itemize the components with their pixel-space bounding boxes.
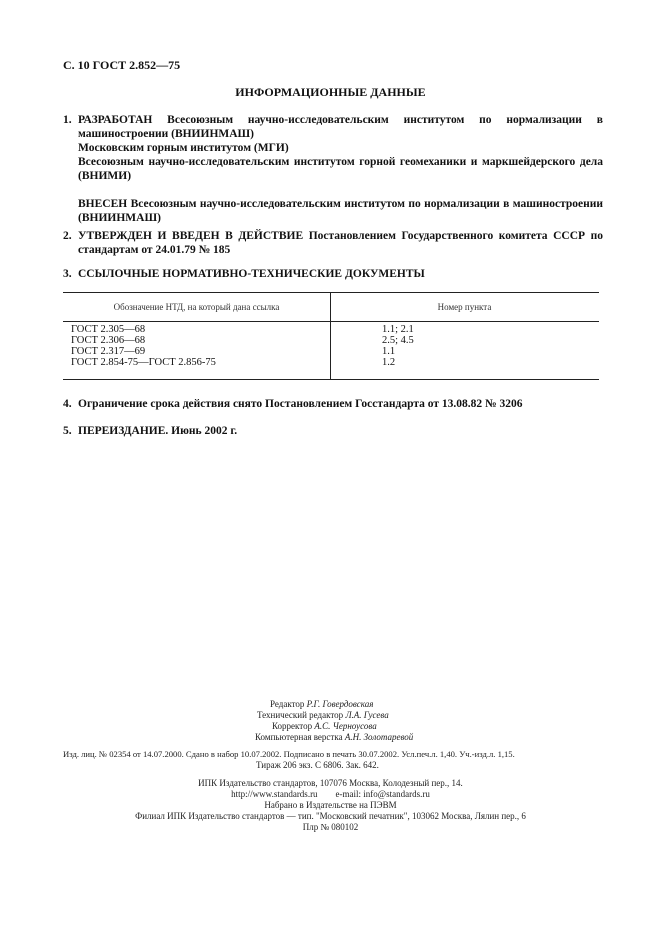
credit-name: Л.А. Гусева bbox=[345, 710, 389, 720]
column-header-document: Обозначение НТД, на который дана ссылка bbox=[113, 302, 280, 312]
introduced-line: ВНЕСЕН Всесоюзным научно-исследовательским институтом по нормализации в машиностроении (ВНИИНМАШ) bbox=[78, 198, 603, 224]
credit-proofreader bbox=[272, 721, 377, 732]
section-number: 3. bbox=[63, 268, 72, 280]
section-5 bbox=[63, 424, 603, 438]
validity-text: Ограничение срока действия снято Постановлением Госстандарта от 13.08.82 № 3206 bbox=[78, 398, 523, 410]
credit-name: А.Н. Золотаревой bbox=[344, 732, 414, 742]
imprint-line-2: Тираж 206 экз. С 6806. Зак. 642. bbox=[256, 760, 379, 770]
approval-text: УТВЕРЖДЕН И ВВЕДЕН В ДЕЙСТВИЕ Постановлением Государственного комитета СССР по стандартам от 24.01.79 № 185 bbox=[78, 230, 603, 256]
credit-layout bbox=[255, 732, 413, 743]
publisher-line-5: Плр № 080102 bbox=[302, 822, 359, 832]
section-1 bbox=[63, 113, 603, 225]
section-4 bbox=[63, 397, 603, 411]
credit-role: Технический редактор bbox=[257, 710, 344, 720]
credit-tech-editor bbox=[257, 710, 389, 721]
clause-cell: 2.5; 4.5 bbox=[382, 335, 414, 346]
section-number: 5. bbox=[63, 425, 72, 437]
page-header: С. 10 ГОСТ 2.852—75 bbox=[63, 58, 181, 72]
developer-line-2: Московским горным институтом (МГИ) bbox=[78, 142, 289, 154]
column-header-clause: Номер пункта bbox=[437, 302, 492, 312]
credit-role: Корректор bbox=[272, 721, 313, 731]
clause-cell: 1.1 bbox=[382, 346, 396, 357]
clause-cell: 1.1; 2.1 bbox=[382, 324, 414, 335]
section-number: 2. bbox=[63, 230, 72, 242]
document-cell: ГОСТ 2.854-75—ГОСТ 2.856-75 bbox=[71, 357, 216, 368]
credit-role: Компьютерная верстка bbox=[255, 732, 343, 742]
credit-role: Редактор bbox=[270, 699, 305, 709]
table-row bbox=[63, 357, 599, 368]
section-number: 4. bbox=[63, 398, 72, 410]
table-row bbox=[63, 324, 599, 335]
publisher-line-1: ИПК Издательство стандартов, 107076 Москва, Колодезный пер., 14. bbox=[198, 778, 463, 788]
section-number: 1. bbox=[63, 114, 72, 126]
publisher-line-4: Филиал ИПК Издательство стандартов — тип. "Московский печатник", 103062 Москва, Лялин пер., 6 bbox=[135, 811, 526, 821]
page-title: ИНФОРМАЦИОННЫЕ ДАННЫЕ bbox=[235, 85, 426, 99]
table-header bbox=[63, 293, 599, 322]
publisher-line-2: http://www.standards.ru e-mail: info@standards.ru bbox=[231, 789, 430, 799]
developer-line-1: РАЗРАБОТАН Всесоюзным научно-исследовательским институтом по нормализации в машиностроении (ВНИИНМАШ) bbox=[78, 114, 603, 140]
credit-name: Р.Г. Говердовская bbox=[306, 699, 374, 709]
publisher-line-3: Набрано в Издательстве на ПЭВМ bbox=[264, 800, 397, 810]
table-row bbox=[63, 346, 599, 357]
credit-name: А.С. Черноусова bbox=[314, 721, 377, 731]
developer-line-3: Всесоюзным научно-исследовательским институтом горной геомеханики и маркшейдерского дела (ВНИМИ) bbox=[78, 156, 603, 182]
document-cell: ГОСТ 2.305—68 bbox=[71, 324, 146, 335]
references-table bbox=[63, 292, 599, 380]
section-3 bbox=[63, 267, 603, 281]
clause-cell: 1.2 bbox=[382, 357, 396, 368]
reissue-text: ПЕРЕИЗДАНИЕ. Июнь 2002 г. bbox=[78, 425, 238, 437]
credit-editor bbox=[270, 699, 373, 710]
document-cell: ГОСТ 2.317—69 bbox=[71, 346, 146, 357]
document-cell: ГОСТ 2.306—68 bbox=[71, 335, 146, 346]
imprint-line-1: Изд. лиц. № 02354 от 14.07.2000. Сдано в набор 10.07.2002. Подписано в печать 30.07.2002. Усл.печ.л. 1,40. Уч.-изд.л. 1,15. bbox=[63, 749, 515, 759]
table-row bbox=[63, 335, 599, 346]
references-heading: ССЫЛОЧНЫЕ НОРМАТИВНО-ТЕХНИЧЕСКИЕ ДОКУМЕНТЫ bbox=[78, 268, 425, 280]
section-2 bbox=[63, 229, 603, 257]
